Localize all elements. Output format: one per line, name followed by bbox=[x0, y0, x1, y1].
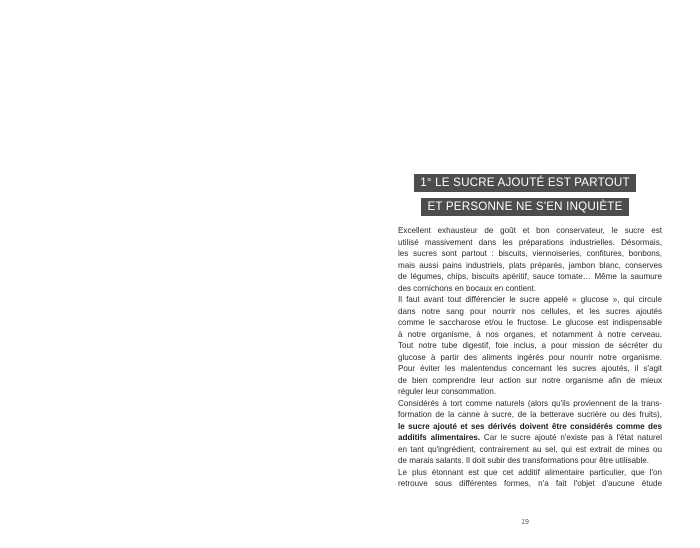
paragraph-1 bbox=[398, 225, 662, 294]
text-line: à notre organisme, à nos organes, et notamment à notre cerveau. bbox=[398, 329, 662, 339]
text-line: Pour éviter les malentendus concernant les sucres ajoutés, il s'agit bbox=[398, 364, 662, 373]
text-line: de marais salants. Il doit subir des transformations pour être utilisable. bbox=[398, 456, 650, 465]
page-number: 19 bbox=[521, 519, 529, 526]
text-line: comme le saccharose et/ou le fructose. Le glucose est indispensable bbox=[398, 318, 662, 327]
text-line: Excellent exhausteur de goût et bon conservateur, le sucre est bbox=[398, 226, 662, 235]
heading-line-2: ET PERSONNE NE S'EN INQUIÈTE bbox=[421, 198, 628, 216]
text-line: mais aussi pains industriels, plats préparés, jambon blanc, conserves bbox=[398, 260, 662, 270]
chapter-heading bbox=[350, 173, 700, 221]
paragraph-4 bbox=[398, 467, 662, 490]
text-line: Considérés à tort comme naturels (alors qu'ils proviennent de la trans- bbox=[398, 398, 662, 408]
text-line: Il faut avant tout différencier le sucre appelé « glucose », qui circule bbox=[398, 295, 662, 304]
heading-line-1: 1° LE SUCRE AJOUTÉ EST PARTOUT bbox=[414, 174, 636, 192]
text-line: utilisé massivement dans les préparations industrielles. Désormais, bbox=[398, 237, 662, 247]
paragraph-2 bbox=[398, 294, 662, 398]
emphasis-text: le sucre ajouté et ses dérivés doivent être considérés comme des bbox=[398, 421, 662, 431]
text-fragment: Car le sucre ajouté n'existe pas à l'état naturel bbox=[480, 433, 662, 442]
text-line bbox=[398, 432, 662, 444]
text-line: Tout notre tube digestif, foie inclus, a pour mission de sécréter du bbox=[398, 341, 662, 350]
text-line: formation de la canne à sucre, de la betterave sucrière ou des fruits), bbox=[398, 410, 662, 419]
text-line: dans notre sang pour nourrir nos cellules, et les sucres ajoutés bbox=[398, 306, 662, 316]
text-line: en tant qu'ingrédient, contrairement au sel, qui est extrait de mines ou bbox=[398, 444, 662, 454]
emphasis-text: additifs alimentaires. bbox=[398, 433, 481, 442]
text-line: des cornichons en bocaux en contient. bbox=[398, 283, 537, 293]
body-text bbox=[398, 225, 662, 490]
text-line: réguler leur consommation. bbox=[398, 387, 497, 396]
text-line: retrouve sous différentes formes, n'a fait l'objet d'aucune étude bbox=[398, 479, 662, 488]
text-line: de légumes, chips, biscuits apéritif, sauce tomate… Même la saumure bbox=[398, 272, 662, 281]
text-line: de bien comprendre leur action sur notre organisme afin de mieux bbox=[398, 375, 662, 385]
text-line: les sucres sont partout : biscuits, viennoiseries, confitures, bonbons, bbox=[398, 249, 662, 258]
paragraph-3 bbox=[398, 398, 662, 467]
text-line: Le plus étonnant est que cet additif alimentaire particulier, que l'on bbox=[398, 467, 662, 477]
text-line: glucose à partir des aliments ingérés pour nourrir notre organisme. bbox=[398, 352, 662, 362]
right-page bbox=[350, 0, 700, 548]
